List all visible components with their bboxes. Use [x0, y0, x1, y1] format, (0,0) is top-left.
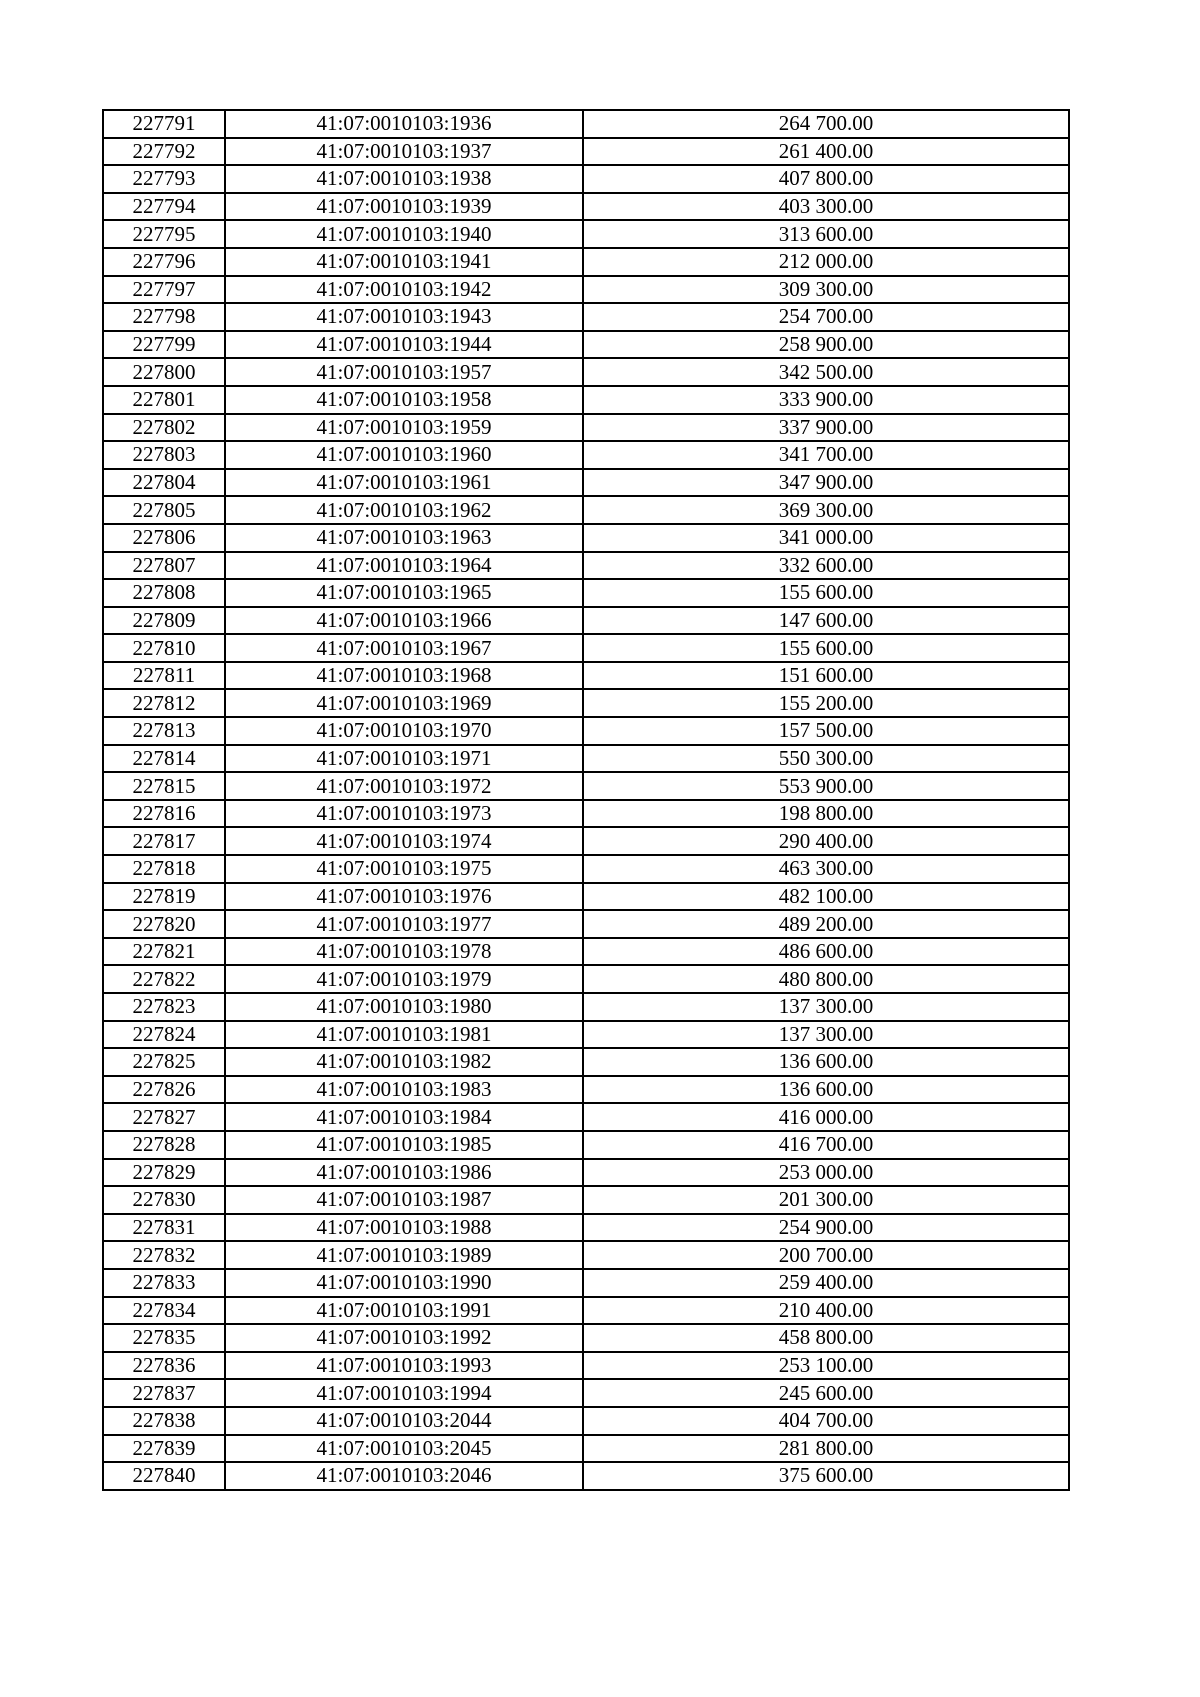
cadastral-value-cell: 155 200.00 — [583, 689, 1069, 717]
cadastral-value-cell: 341 000.00 — [583, 524, 1069, 552]
cadastral-number-cell: 41:07:0010103:1968 — [225, 662, 583, 690]
row-number-cell: 227808 — [103, 579, 225, 607]
table-row — [103, 1407, 1069, 1435]
row-number-cell: 227828 — [103, 1131, 225, 1159]
cadastral-value-cell: 155 600.00 — [583, 579, 1069, 607]
row-number-cell: 227795 — [103, 220, 225, 248]
row-number-cell: 227809 — [103, 607, 225, 635]
cadastral-value-cell: 151 600.00 — [583, 662, 1069, 690]
cadastral-number-cell: 41:07:0010103:1936 — [225, 110, 583, 138]
row-number-cell: 227836 — [103, 1352, 225, 1380]
cadastral-number-cell: 41:07:0010103:1963 — [225, 524, 583, 552]
table-row — [103, 717, 1069, 745]
cadastral-number-cell: 41:07:0010103:1980 — [225, 993, 583, 1021]
table-row — [103, 607, 1069, 635]
table-row — [103, 1352, 1069, 1380]
row-number-cell: 227837 — [103, 1379, 225, 1407]
table-row — [103, 1214, 1069, 1242]
cadastral-value-cell: 480 800.00 — [583, 965, 1069, 993]
table-row — [103, 1159, 1069, 1187]
table-row — [103, 110, 1069, 138]
cadastral-value-cell: 553 900.00 — [583, 772, 1069, 800]
table-row — [103, 827, 1069, 855]
table-row — [103, 248, 1069, 276]
row-number-cell: 227823 — [103, 993, 225, 1021]
cadastral-number-cell: 41:07:0010103:1984 — [225, 1103, 583, 1131]
cadastral-number-cell: 41:07:0010103:1994 — [225, 1379, 583, 1407]
cadastral-number-cell: 41:07:0010103:1938 — [225, 165, 583, 193]
row-number-cell: 227832 — [103, 1241, 225, 1269]
table-row — [103, 1297, 1069, 1325]
row-number-cell: 227798 — [103, 303, 225, 331]
table-row — [103, 800, 1069, 828]
cadastral-value-cell: 347 900.00 — [583, 469, 1069, 497]
cadastral-number-cell: 41:07:0010103:1970 — [225, 717, 583, 745]
row-number-cell: 227807 — [103, 552, 225, 580]
cadastral-value-cell: 482 100.00 — [583, 883, 1069, 911]
cadastral-value-cell: 253 000.00 — [583, 1159, 1069, 1187]
row-number-cell: 227803 — [103, 441, 225, 469]
cadastral-value-cell: 403 300.00 — [583, 193, 1069, 221]
cadastral-number-cell: 41:07:0010103:1965 — [225, 579, 583, 607]
table-row — [103, 276, 1069, 304]
table-row — [103, 965, 1069, 993]
cadastral-number-cell: 41:07:0010103:1985 — [225, 1131, 583, 1159]
cadastral-number-cell: 41:07:0010103:2046 — [225, 1462, 583, 1490]
cadastral-value-cell: 309 300.00 — [583, 276, 1069, 304]
table-body — [103, 110, 1069, 1490]
table-row — [103, 1021, 1069, 1049]
cadastral-value-cell: 333 900.00 — [583, 386, 1069, 414]
cadastral-number-cell: 41:07:0010103:1959 — [225, 414, 583, 442]
row-number-cell: 227830 — [103, 1186, 225, 1214]
row-number-cell: 227824 — [103, 1021, 225, 1049]
cadastral-value-cell: 375 600.00 — [583, 1462, 1069, 1490]
row-number-cell: 227839 — [103, 1435, 225, 1463]
row-number-cell: 227813 — [103, 717, 225, 745]
cadastral-value-cell: 212 000.00 — [583, 248, 1069, 276]
table-row — [103, 138, 1069, 166]
table-row — [103, 165, 1069, 193]
cadastral-number-cell: 41:07:0010103:1941 — [225, 248, 583, 276]
cadastral-value-cell: 264 700.00 — [583, 110, 1069, 138]
row-number-cell: 227804 — [103, 469, 225, 497]
table-row — [103, 855, 1069, 883]
cadastral-number-cell: 41:07:0010103:1975 — [225, 855, 583, 883]
table-row — [103, 358, 1069, 386]
cadastral-number-cell: 41:07:0010103:1987 — [225, 1186, 583, 1214]
row-number-cell: 227812 — [103, 689, 225, 717]
cadastral-value-cell: 254 900.00 — [583, 1214, 1069, 1242]
table-row — [103, 1462, 1069, 1490]
row-number-cell: 227791 — [103, 110, 225, 138]
cadastral-number-cell: 41:07:0010103:1981 — [225, 1021, 583, 1049]
cadastral-value-cell: 489 200.00 — [583, 910, 1069, 938]
cadastral-number-cell: 41:07:0010103:1974 — [225, 827, 583, 855]
table-row — [103, 303, 1069, 331]
cadastral-value-cell: 342 500.00 — [583, 358, 1069, 386]
cadastral-value-cell: 259 400.00 — [583, 1269, 1069, 1297]
row-number-cell: 227802 — [103, 414, 225, 442]
table-row — [103, 524, 1069, 552]
cadastral-number-cell: 41:07:0010103:1937 — [225, 138, 583, 166]
table-row — [103, 1076, 1069, 1104]
cadastral-value-cell: 290 400.00 — [583, 827, 1069, 855]
table-row — [103, 1186, 1069, 1214]
row-number-cell: 227792 — [103, 138, 225, 166]
row-number-cell: 227838 — [103, 1407, 225, 1435]
cadastral-value-cell: 550 300.00 — [583, 745, 1069, 773]
cadastral-number-cell: 41:07:0010103:1992 — [225, 1324, 583, 1352]
table-row — [103, 331, 1069, 359]
row-number-cell: 227816 — [103, 800, 225, 828]
table-row — [103, 938, 1069, 966]
row-number-cell: 227835 — [103, 1324, 225, 1352]
cadastral-number-cell: 41:07:0010103:2044 — [225, 1407, 583, 1435]
row-number-cell: 227801 — [103, 386, 225, 414]
table-row — [103, 193, 1069, 221]
cadastral-number-cell: 41:07:0010103:1964 — [225, 552, 583, 580]
cadastral-value-cell: 137 300.00 — [583, 993, 1069, 1021]
cadastral-value-cell: 416 000.00 — [583, 1103, 1069, 1131]
row-number-cell: 227815 — [103, 772, 225, 800]
row-number-cell: 227811 — [103, 662, 225, 690]
cadastral-value-cell: 463 300.00 — [583, 855, 1069, 883]
cadastral-value-cell: 281 800.00 — [583, 1435, 1069, 1463]
table-row — [103, 772, 1069, 800]
cadastral-number-cell: 41:07:0010103:1962 — [225, 496, 583, 524]
cadastral-number-cell: 41:07:0010103:1978 — [225, 938, 583, 966]
cadastral-value-cell: 201 300.00 — [583, 1186, 1069, 1214]
table-row — [103, 1103, 1069, 1131]
cadastral-number-cell: 41:07:0010103:1988 — [225, 1214, 583, 1242]
table-row — [103, 1379, 1069, 1407]
cadastral-value-cell: 407 800.00 — [583, 165, 1069, 193]
cadastral-value-cell: 155 600.00 — [583, 634, 1069, 662]
cadastral-number-cell: 41:07:0010103:1957 — [225, 358, 583, 386]
row-number-cell: 227821 — [103, 938, 225, 966]
cadastral-number-cell: 41:07:0010103:1993 — [225, 1352, 583, 1380]
table-row — [103, 1048, 1069, 1076]
cadastral-value-cell: 254 700.00 — [583, 303, 1069, 331]
cadastral-number-cell: 41:07:0010103:1971 — [225, 745, 583, 773]
row-number-cell: 227825 — [103, 1048, 225, 1076]
row-number-cell: 227805 — [103, 496, 225, 524]
cadastral-number-cell: 41:07:0010103:1939 — [225, 193, 583, 221]
cadastral-value-cell: 253 100.00 — [583, 1352, 1069, 1380]
cadastral-number-cell: 41:07:0010103:1942 — [225, 276, 583, 304]
row-number-cell: 227833 — [103, 1269, 225, 1297]
row-number-cell: 227796 — [103, 248, 225, 276]
cadastral-value-cell: 258 900.00 — [583, 331, 1069, 359]
cadastral-value-cell: 136 600.00 — [583, 1048, 1069, 1076]
cadastral-value-cell: 332 600.00 — [583, 552, 1069, 580]
row-number-cell: 227831 — [103, 1214, 225, 1242]
table-row — [103, 662, 1069, 690]
table-row — [103, 1324, 1069, 1352]
cadastral-number-cell: 41:07:0010103:1976 — [225, 883, 583, 911]
row-number-cell: 227793 — [103, 165, 225, 193]
table-row — [103, 1269, 1069, 1297]
cadastral-number-cell: 41:07:0010103:1991 — [225, 1297, 583, 1325]
cadastral-number-cell: 41:07:0010103:2045 — [225, 1435, 583, 1463]
cadastral-number-cell: 41:07:0010103:1972 — [225, 772, 583, 800]
cadastral-number-cell: 41:07:0010103:1986 — [225, 1159, 583, 1187]
table-row — [103, 634, 1069, 662]
row-number-cell: 227794 — [103, 193, 225, 221]
table-row — [103, 414, 1069, 442]
table-row — [103, 441, 1069, 469]
cadastral-number-cell: 41:07:0010103:1966 — [225, 607, 583, 635]
table-row — [103, 910, 1069, 938]
cadastral-number-cell: 41:07:0010103:1960 — [225, 441, 583, 469]
cadastral-value-cell: 200 700.00 — [583, 1241, 1069, 1269]
cadastral-value-cell: 210 400.00 — [583, 1297, 1069, 1325]
table-row — [103, 1435, 1069, 1463]
cadastral-number-cell: 41:07:0010103:1973 — [225, 800, 583, 828]
cadastral-number-cell: 41:07:0010103:1982 — [225, 1048, 583, 1076]
table-row — [103, 579, 1069, 607]
cadastral-value-cell: 147 600.00 — [583, 607, 1069, 635]
table-row — [103, 220, 1069, 248]
table-row — [103, 496, 1069, 524]
row-number-cell: 227818 — [103, 855, 225, 883]
cadastral-value-cell: 245 600.00 — [583, 1379, 1069, 1407]
cadastral-number-cell: 41:07:0010103:1961 — [225, 469, 583, 497]
row-number-cell: 227827 — [103, 1103, 225, 1131]
cadastral-number-cell: 41:07:0010103:1944 — [225, 331, 583, 359]
row-number-cell: 227817 — [103, 827, 225, 855]
cadastral-value-cell: 313 600.00 — [583, 220, 1069, 248]
row-number-cell: 227829 — [103, 1159, 225, 1187]
cadastral-value-cell: 136 600.00 — [583, 1076, 1069, 1104]
cadastral-number-cell: 41:07:0010103:1983 — [225, 1076, 583, 1104]
cadastral-number-cell: 41:07:0010103:1940 — [225, 220, 583, 248]
cadastral-value-cell: 337 900.00 — [583, 414, 1069, 442]
cadastral-value-cell: 198 800.00 — [583, 800, 1069, 828]
table-row — [103, 552, 1069, 580]
cadastral-value-cell: 341 700.00 — [583, 441, 1069, 469]
row-number-cell: 227814 — [103, 745, 225, 773]
cadastral-number-cell: 41:07:0010103:1979 — [225, 965, 583, 993]
table-row — [103, 469, 1069, 497]
row-number-cell: 227800 — [103, 358, 225, 386]
cadastral-value-cell: 458 800.00 — [583, 1324, 1069, 1352]
cadastral-value-cell: 404 700.00 — [583, 1407, 1069, 1435]
table-row — [103, 993, 1069, 1021]
table-row — [103, 745, 1069, 773]
cadastral-number-cell: 41:07:0010103:1990 — [225, 1269, 583, 1297]
cadastral-value-cell: 261 400.00 — [583, 138, 1069, 166]
cadastral-value-cell: 137 300.00 — [583, 1021, 1069, 1049]
cadastral-value-cell: 157 500.00 — [583, 717, 1069, 745]
cadastral-value-cell: 369 300.00 — [583, 496, 1069, 524]
table-row — [103, 1241, 1069, 1269]
table-row — [103, 386, 1069, 414]
cadastral-number-cell: 41:07:0010103:1958 — [225, 386, 583, 414]
row-number-cell: 227799 — [103, 331, 225, 359]
cadastral-number-cell: 41:07:0010103:1989 — [225, 1241, 583, 1269]
row-number-cell: 227834 — [103, 1297, 225, 1325]
table-row — [103, 689, 1069, 717]
row-number-cell: 227819 — [103, 883, 225, 911]
row-number-cell: 227820 — [103, 910, 225, 938]
row-number-cell: 227797 — [103, 276, 225, 304]
row-number-cell: 227806 — [103, 524, 225, 552]
cadastral-number-cell: 41:07:0010103:1943 — [225, 303, 583, 331]
table-row — [103, 883, 1069, 911]
cadastral-number-cell: 41:07:0010103:1967 — [225, 634, 583, 662]
table-row — [103, 1131, 1069, 1159]
row-number-cell: 227810 — [103, 634, 225, 662]
row-number-cell: 227822 — [103, 965, 225, 993]
cadastral-number-cell: 41:07:0010103:1977 — [225, 910, 583, 938]
cadastral-value-cell: 486 600.00 — [583, 938, 1069, 966]
row-number-cell: 227840 — [103, 1462, 225, 1490]
cadastral-number-cell: 41:07:0010103:1969 — [225, 689, 583, 717]
cadastral-value-table — [102, 109, 1070, 1491]
cadastral-value-cell: 416 700.00 — [583, 1131, 1069, 1159]
row-number-cell: 227826 — [103, 1076, 225, 1104]
